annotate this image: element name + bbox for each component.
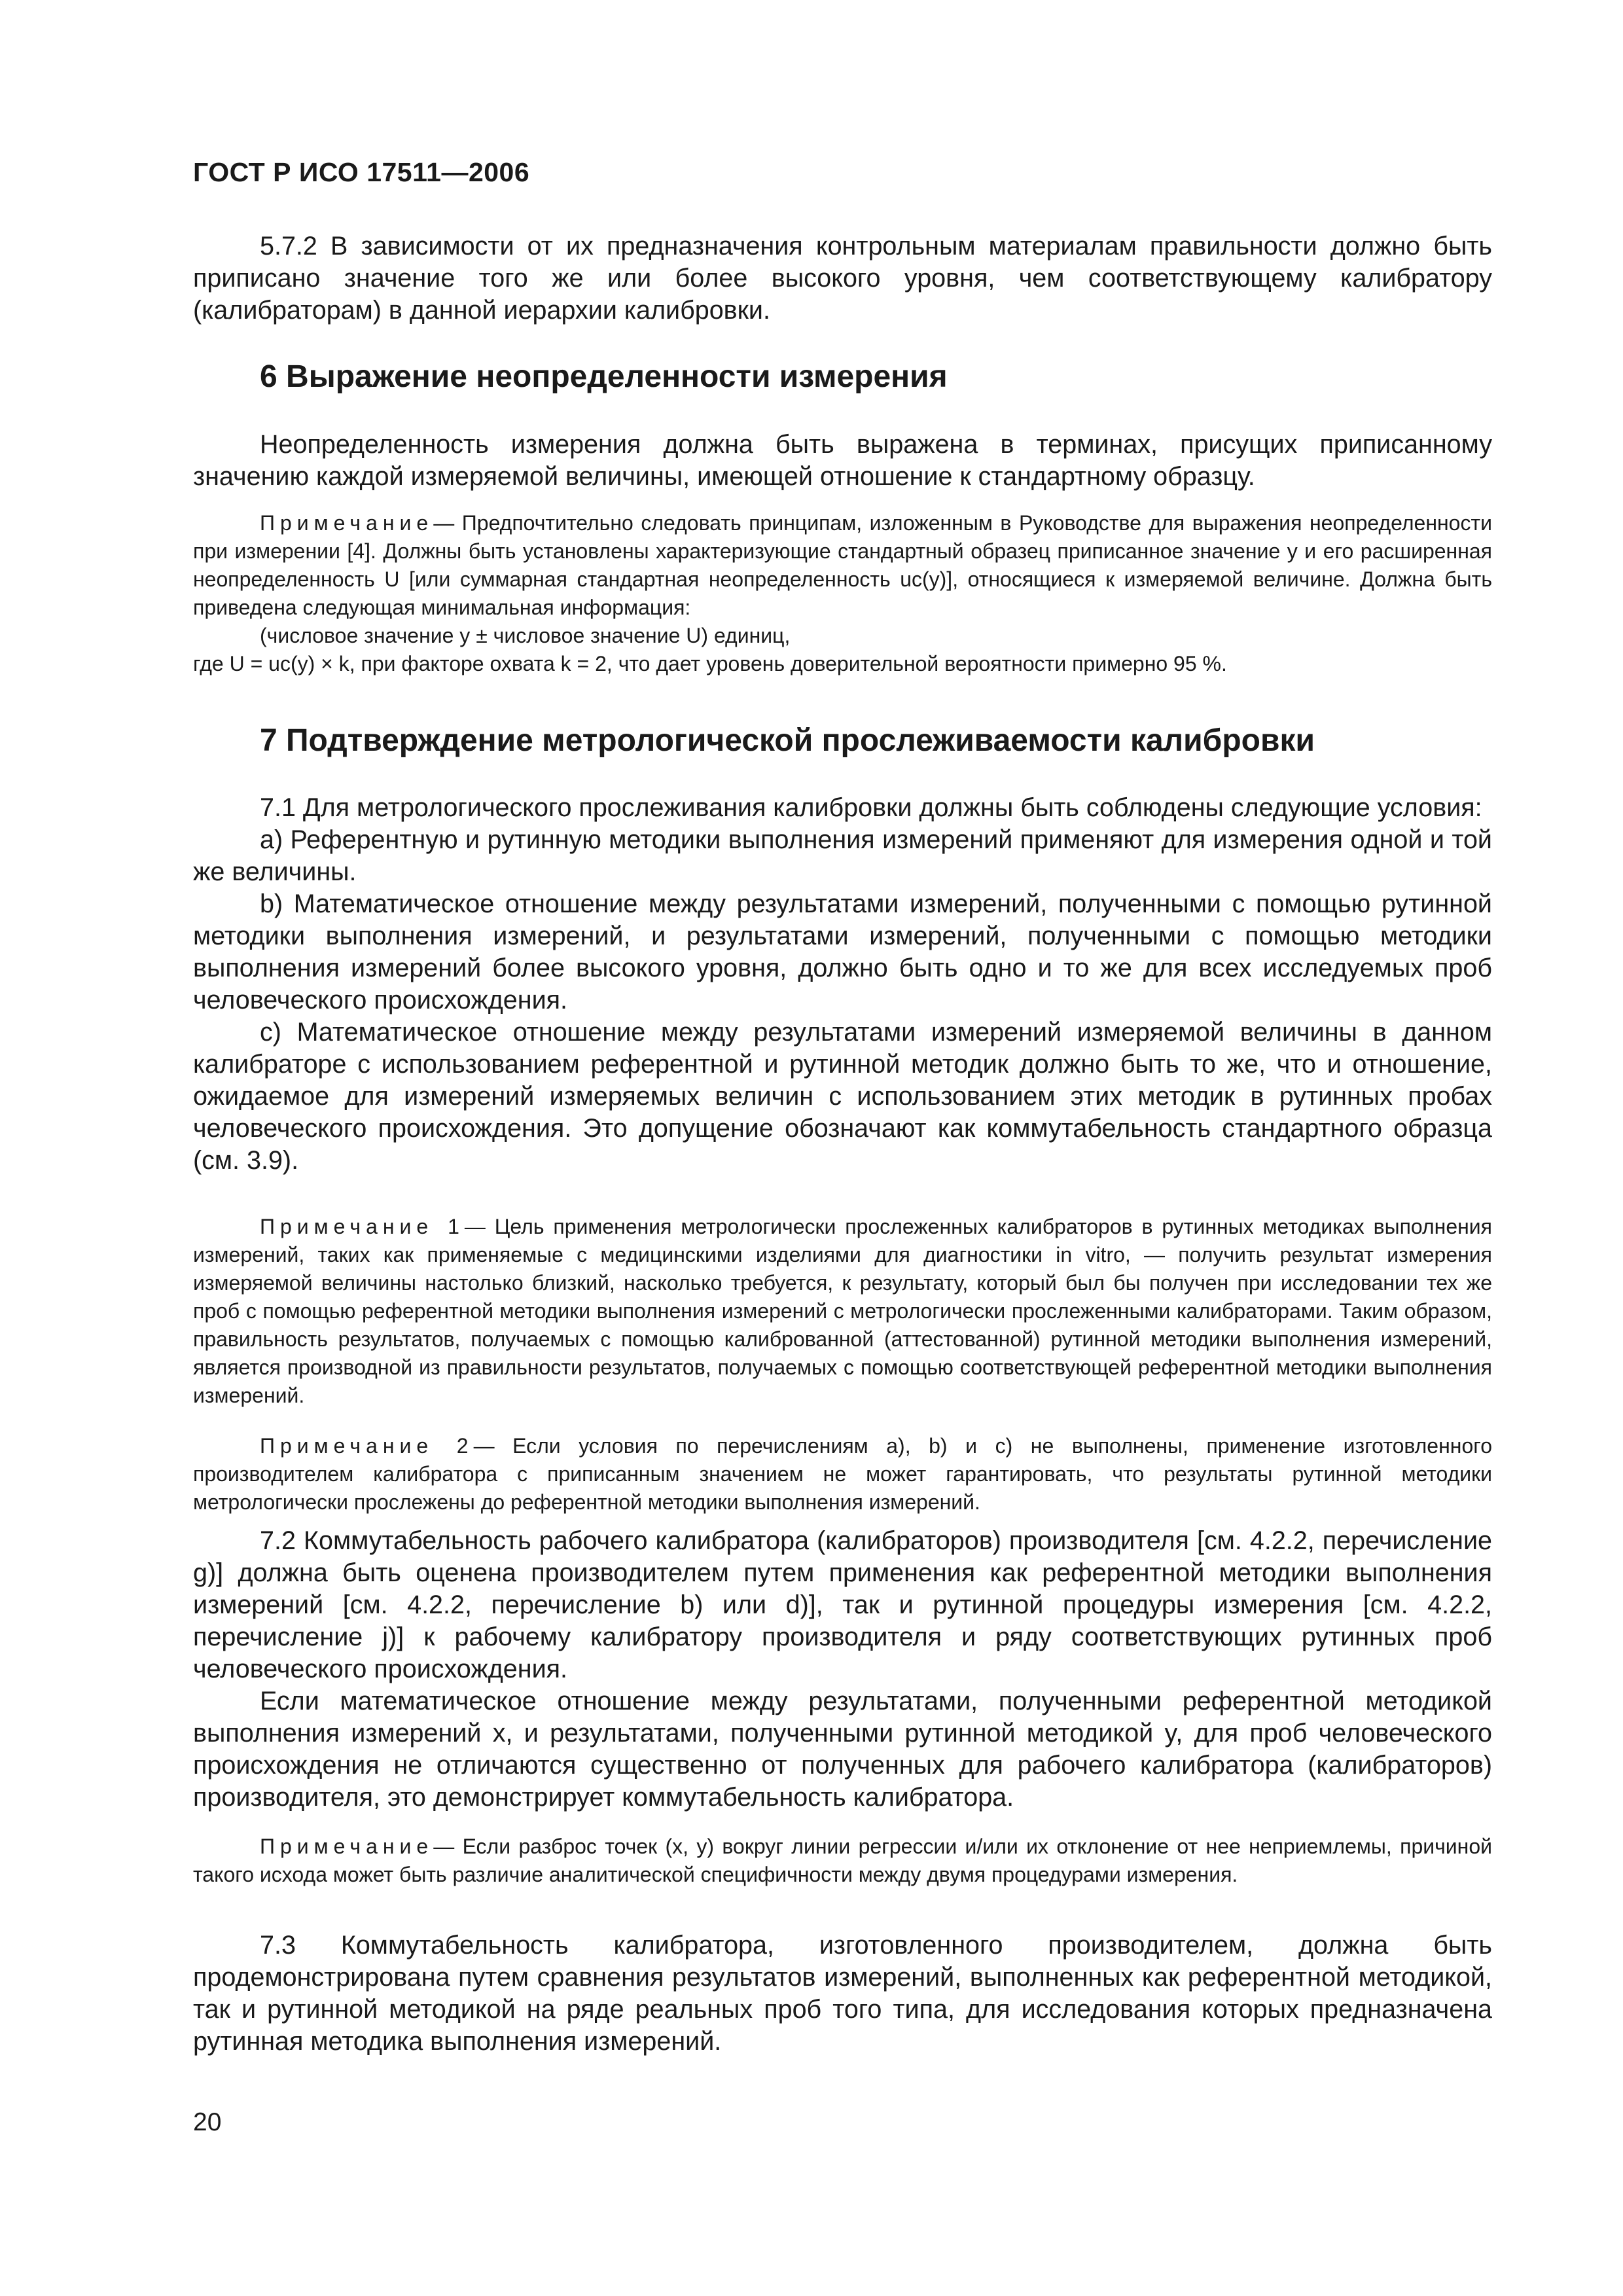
note-label: Примечание 1 (260, 1215, 465, 1238)
paragraph: Если математическое отношение между результатами, полученными референтной методикой выполнения измерений x, и результатами, полученными рутинной методикой y, для проб человеческого происхождения не отличаются существенно от полученных для рабочего калибратора (калибраторов) производителя, это демонстрирует коммутабельность калибратора. (193, 1687, 1492, 1812)
clause-7-2 (193, 1525, 1492, 1814)
note-text: — Если разброс точек (x, y) вокруг линии регрессии и/или их отклонение от нее неприемлемы, причиной такого исхода может быть различие аналитической специфичности между двумя процедурами измерения. (193, 1835, 1492, 1886)
section-6-note (193, 509, 1492, 678)
note-paragraph (193, 1213, 1492, 1410)
note-formula: (числовое значение y ± числовое значение U) единиц, (260, 624, 791, 647)
note-text: — Цель применения метрологически прослеженных калибраторов в рутинных методиках выполнения измерений, таких как применяемые с медицинскими изделиями для диагностики in vitro, — получить результат измерения измеряемой величины настолько близкий, насколько требуется, к результату, который был бы получен при исследовании тех же проб с помощью референтной методики выполнения измерений с метрологически прослеженными калибраторами. Таким образом, правильность результатов, получаемых с помощью калиброванной (аттестованной) рутинной методики выполнения измерений, является производной из правильности результатов, получаемых с помощью соответствующей референтной методики выполнения измерений. (193, 1215, 1493, 1407)
note-label: Примечание (260, 511, 434, 535)
section-6-heading: 6 Выражение неопределенности измерения (260, 359, 948, 394)
list-item-c: c) Математическое отношение между результатами измерений измеряемой величины в данном калибраторе с использованием референтной и рутинной методик должно быть то же, что и отношение, ожидаемое для измерений измеряемых величин с использованием этих методик в рутинных пробах человеческого происхождения. Это допущение обозначают как коммутабельность стандартного образца (см. 3.9). (193, 1018, 1492, 1175)
paragraph: 5.7.2 В зависимости от их предназначения контрольным материалам правильности должно быть приписано значение того же или более высокого уровня, чем соответствующему калибратору (калибраторам) в данной иерархии калибровки. (193, 232, 1492, 325)
note-2 (193, 1432, 1492, 1516)
paragraph: Неопределенность измерения должна быть выражена в терминах, присущих приписанному значению каждой измеряемой величины, имеющей отношение к стандартному образцу. (193, 430, 1492, 491)
note-label: Примечание 2 (260, 1434, 474, 1458)
note-text: — Если условия по перечислениям a), b) и c) не выполнены, применение изготовленного производителем калибратора с приписанным значением не может гарантировать, что результаты рутинной методики метрологически прослежены до референтной методики выполнения измерений. (193, 1434, 1493, 1514)
standard-header: ГОСТ Р ИСО 17511—2006 (193, 157, 530, 187)
note-where: где U = uc(y) × k, при факторе охвата k = 2, что дает уровень доверительной вероятности примерно 95 %. (193, 652, 1227, 675)
list-item-b: b) Математическое отношение между результатами измерений, полученными с помощью рутинной методики выполнения измерений, и результатами измерений, полученными с помощью методики выполнения измерений более высокого уровня, должно быть одно и то же для всех исследуемых проб человеческого происхождения. (193, 889, 1492, 1014)
note-paragraph (193, 1432, 1492, 1516)
clause-7-3 (193, 1929, 1492, 2058)
note-label: Примечание (260, 1835, 434, 1858)
note-paragraph (193, 1833, 1492, 1889)
paragraph-7-1: 7.1 Для метрологического прослеживания калибровки должны быть соблюдены следующие условия: (260, 793, 1482, 822)
paragraph-7-2: 7.2 Коммутабельность рабочего калибратора (калибраторов) производителя [см. 4.2.2, перечисление g)] должна быть оценена производителем путем применения как референтной методики выполнения измерений [см. 4.2.2, перечисление b) или d)], так и рутинной процедуры измерения [см. 4.2.2, перечисление j)] к рабочему калибратору производителя и ряду соответствующих рутинных проб человеческого происхождения. (193, 1526, 1492, 1683)
note-3 (193, 1833, 1492, 1889)
clause-5-7-2 (193, 230, 1492, 327)
clause-7-1 (193, 792, 1492, 1177)
section-6-paragraph (193, 429, 1492, 493)
note-paragraph (193, 509, 1492, 622)
list-item-a: a) Референтную и рутинную методики выполнения измерений применяют для измерения одной и той же величины. (193, 825, 1492, 886)
note-1 (193, 1213, 1492, 1410)
section-7-heading: 7 Подтверждение метрологической прослеживаемости калибровки (260, 723, 1315, 758)
paragraph-7-3: 7.3 Коммутабельность калибратора, изготовленного производителем, должна быть продемонстрирована путем сравнения результатов измерений, выполненных как референтной методикой, так и рутинной методикой на ряде реальных проб того типа, для исследования которых предназначена рутинная методика выполнения измерений. (193, 1931, 1492, 2056)
note-text: — Предпочтительно следовать принципам, изложенным в Руководстве для выражения неопределенности при измерении [4]. Должны быть установлены характеризующие стандартный образец приписанное значение y и его расширенная неопределенность U [или суммарная стандартная неопределенность uc(y)], относящиеся к измеряемой величине. Должна быть приведена следующая минимальная информация: (193, 511, 1492, 619)
page-number: 20 (193, 2108, 222, 2136)
